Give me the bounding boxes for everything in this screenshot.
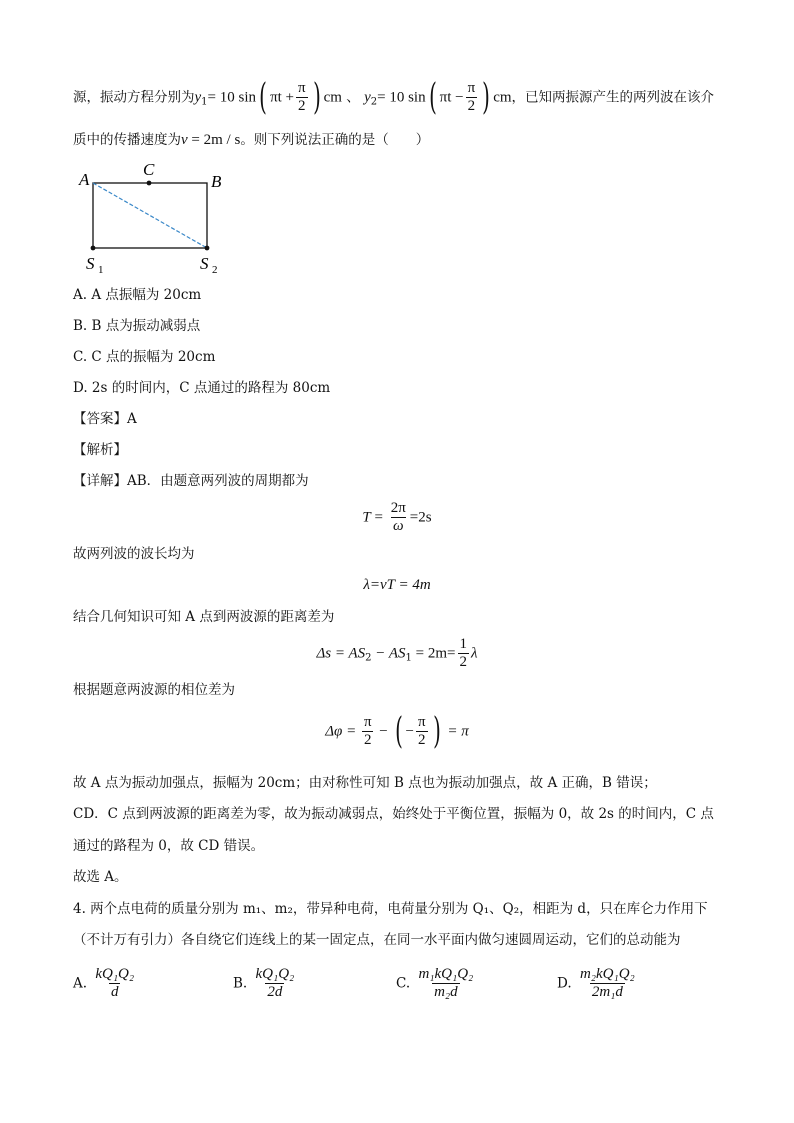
equation-path-difference (0, 637, 794, 671)
q4-option-b-fraction (254, 967, 297, 1001)
detail-line-4: 根据题意两波源的相位差为 (73, 682, 235, 698)
y1-phase-num: π (298, 80, 306, 97)
q4-option-b (233, 967, 298, 1001)
q4-option-d-fraction (578, 967, 637, 1001)
q4-option-a (73, 967, 138, 1001)
analysis-label: 【解析】 (73, 442, 127, 458)
option-c: C. C 点的振幅为 20cm (73, 349, 216, 365)
equation-period (0, 501, 794, 535)
q4-line-1: 4. 两个点电荷的质量分别为 m₁、m₂，带异种电荷，电荷量分别为 Q₁、Q₂，相距为 d，只在库仑力作用下 (73, 901, 708, 917)
y1-symbol: y (194, 89, 202, 106)
eq4-den-2: 2 (418, 732, 426, 748)
eq3-fraction (458, 637, 470, 671)
y2-subscript: 2 (370, 96, 378, 108)
label-C: C (143, 160, 155, 179)
eq4-part-a: Δφ = (325, 723, 360, 740)
label-S1: S (86, 254, 95, 273)
detail-line-1: 【详解】AB．由题意两列波的周期都为 (73, 473, 309, 489)
speed-value: = 2m / s (187, 132, 241, 148)
label-S2: S (200, 254, 209, 273)
q4-option-c-label: C. (396, 975, 411, 992)
q4-option-b-den: 2d (267, 983, 283, 1000)
eq1-fraction (389, 501, 408, 535)
detail-line-6: CD．C 点到两波源的距离差为零，故为振动减弱点，始终处于平衡位置，振幅为 0，故 2s 的时间内，C 点 (73, 806, 714, 822)
eq3-sub-1: 1 (405, 652, 412, 664)
eq1-num: 2π (390, 500, 406, 516)
y1-subscript: 1 (201, 96, 208, 108)
eq4-den-1: 2 (363, 732, 372, 748)
y2-unit: cm (493, 89, 512, 106)
q4-option-b-label: B. (233, 975, 248, 992)
y2-amp: = 10 sin (377, 89, 426, 106)
intro-sep: 、 (346, 89, 360, 106)
paren-open-2: ( (428, 77, 437, 118)
detail-line-2: 故两列波的波长均为 (73, 546, 195, 562)
detail-line-5: 故 A 点为振动加强点，振幅为 20cm；由对称性可知 B 点也为振动加强点，故 A 正确，B 错误； (73, 775, 657, 791)
label-S2-sub: 2 (212, 264, 218, 276)
intro-l2-post: 。则下列说法正确的是（ ） (240, 132, 430, 148)
speed-symbol: v (181, 132, 188, 148)
option-d: D. 2s 的时间内，C 点通过的路程为 80cm (73, 380, 331, 396)
q4-option-a-fraction (93, 967, 136, 1001)
option-a: A. A 点振幅为 20cm (73, 287, 202, 303)
eq1-den: ω (392, 517, 404, 534)
geometry-figure (70, 158, 240, 278)
q4-option-a-den: d (110, 983, 119, 1000)
intro-line-1 (73, 77, 715, 118)
answer-label: 【答案】A (73, 411, 137, 427)
eq4-paren-open: ( (394, 711, 403, 752)
q4-option-b-num: kQ₁Q₂ (255, 966, 295, 982)
paren-open: ( (259, 77, 267, 118)
q4-line-2: （不计万有引力）各自绕它们连线上的某一固定点，在同一水平面内做匀速圆周运动，它们的总动能为 (73, 932, 681, 948)
equation-wavelength: λ=vT = 4m (363, 577, 431, 593)
eq1-equals: = (370, 509, 387, 526)
eq4-neg: − (405, 723, 415, 740)
eq3-part-b: − AS (371, 645, 406, 662)
detail-line-3: 结合几何知识可知 A 点到两波源的距离差为 (73, 609, 335, 625)
detail-line-8: 故选 A。 (73, 869, 128, 885)
option-b: B. B 点为振动减弱点 (73, 318, 201, 334)
q4-option-d-label: D. (557, 975, 572, 992)
intro-l2-pre: 质中的传播速度为 (73, 132, 181, 148)
q4-option-a-label: A. (73, 975, 88, 992)
label-A: A (79, 170, 90, 189)
eq3-lambda: λ (471, 645, 478, 662)
eq3-num: 1 (459, 636, 467, 652)
q4-option-c-den: m₂d (434, 983, 458, 1000)
y2-t-term: πt − (439, 89, 464, 106)
paren-close: ) (312, 77, 321, 118)
detail-line-7: 通过的路程为 0，故 CD 错误。 (73, 838, 265, 854)
diagonal-dashed-line (93, 183, 207, 248)
y1-phase-fraction (296, 81, 308, 115)
paren-close-2: ) (482, 77, 491, 118)
q4-option-c (396, 967, 477, 1001)
point-S2-dot (205, 246, 210, 251)
eq4-fraction-1 (362, 715, 374, 749)
y1-amp: = 10 sin (207, 89, 257, 106)
point-C-dot (147, 181, 152, 186)
eq1-result: =2s (409, 509, 432, 526)
y1-phase-den: 2 (298, 98, 306, 114)
eq4-result: = π (443, 723, 469, 740)
point-S1-dot (91, 246, 96, 251)
eq4-num-2: π (418, 714, 426, 731)
eq4-paren-close: ) (432, 711, 441, 752)
y2-phase-num: π (467, 80, 476, 97)
eq3-sub-2: 2 (365, 652, 372, 664)
q4-option-d (557, 967, 639, 1001)
y2-symbol: y (364, 89, 371, 106)
y1-unit: cm (323, 89, 342, 106)
q4-option-c-fraction (416, 967, 475, 1001)
eq4-num-1: π (363, 714, 372, 731)
label-S1-sub: 1 (98, 264, 104, 276)
eq4-minus: − (375, 723, 392, 740)
label-B: B (211, 172, 222, 191)
y2-phase-fraction (466, 81, 478, 115)
q4-option-d-num: m₂kQ₁Q₂ (579, 966, 635, 982)
y1-t-term: πt + (270, 89, 295, 106)
eq4-fraction-2 (416, 715, 428, 749)
equation-phase-difference (0, 711, 794, 752)
eq3-part-c: = 2m= (411, 645, 456, 662)
q4-option-a-num: kQ₁Q₂ (95, 966, 135, 982)
q4-option-c-num: m₁kQ₁Q₂ (418, 966, 474, 982)
intro-text-pre: 源，振动方程分别为 (73, 89, 195, 106)
intro-text-post: ，已知两振源产生的两列波在该介 (511, 89, 715, 106)
eq1-T: T (362, 509, 371, 526)
q4-option-d-den: 2m₁d (591, 983, 623, 1000)
eq3-part-a: Δs = AS (316, 645, 366, 662)
eq3-den: 2 (459, 653, 467, 670)
intro-line-2 (73, 131, 429, 149)
y2-phase-den: 2 (467, 98, 476, 114)
